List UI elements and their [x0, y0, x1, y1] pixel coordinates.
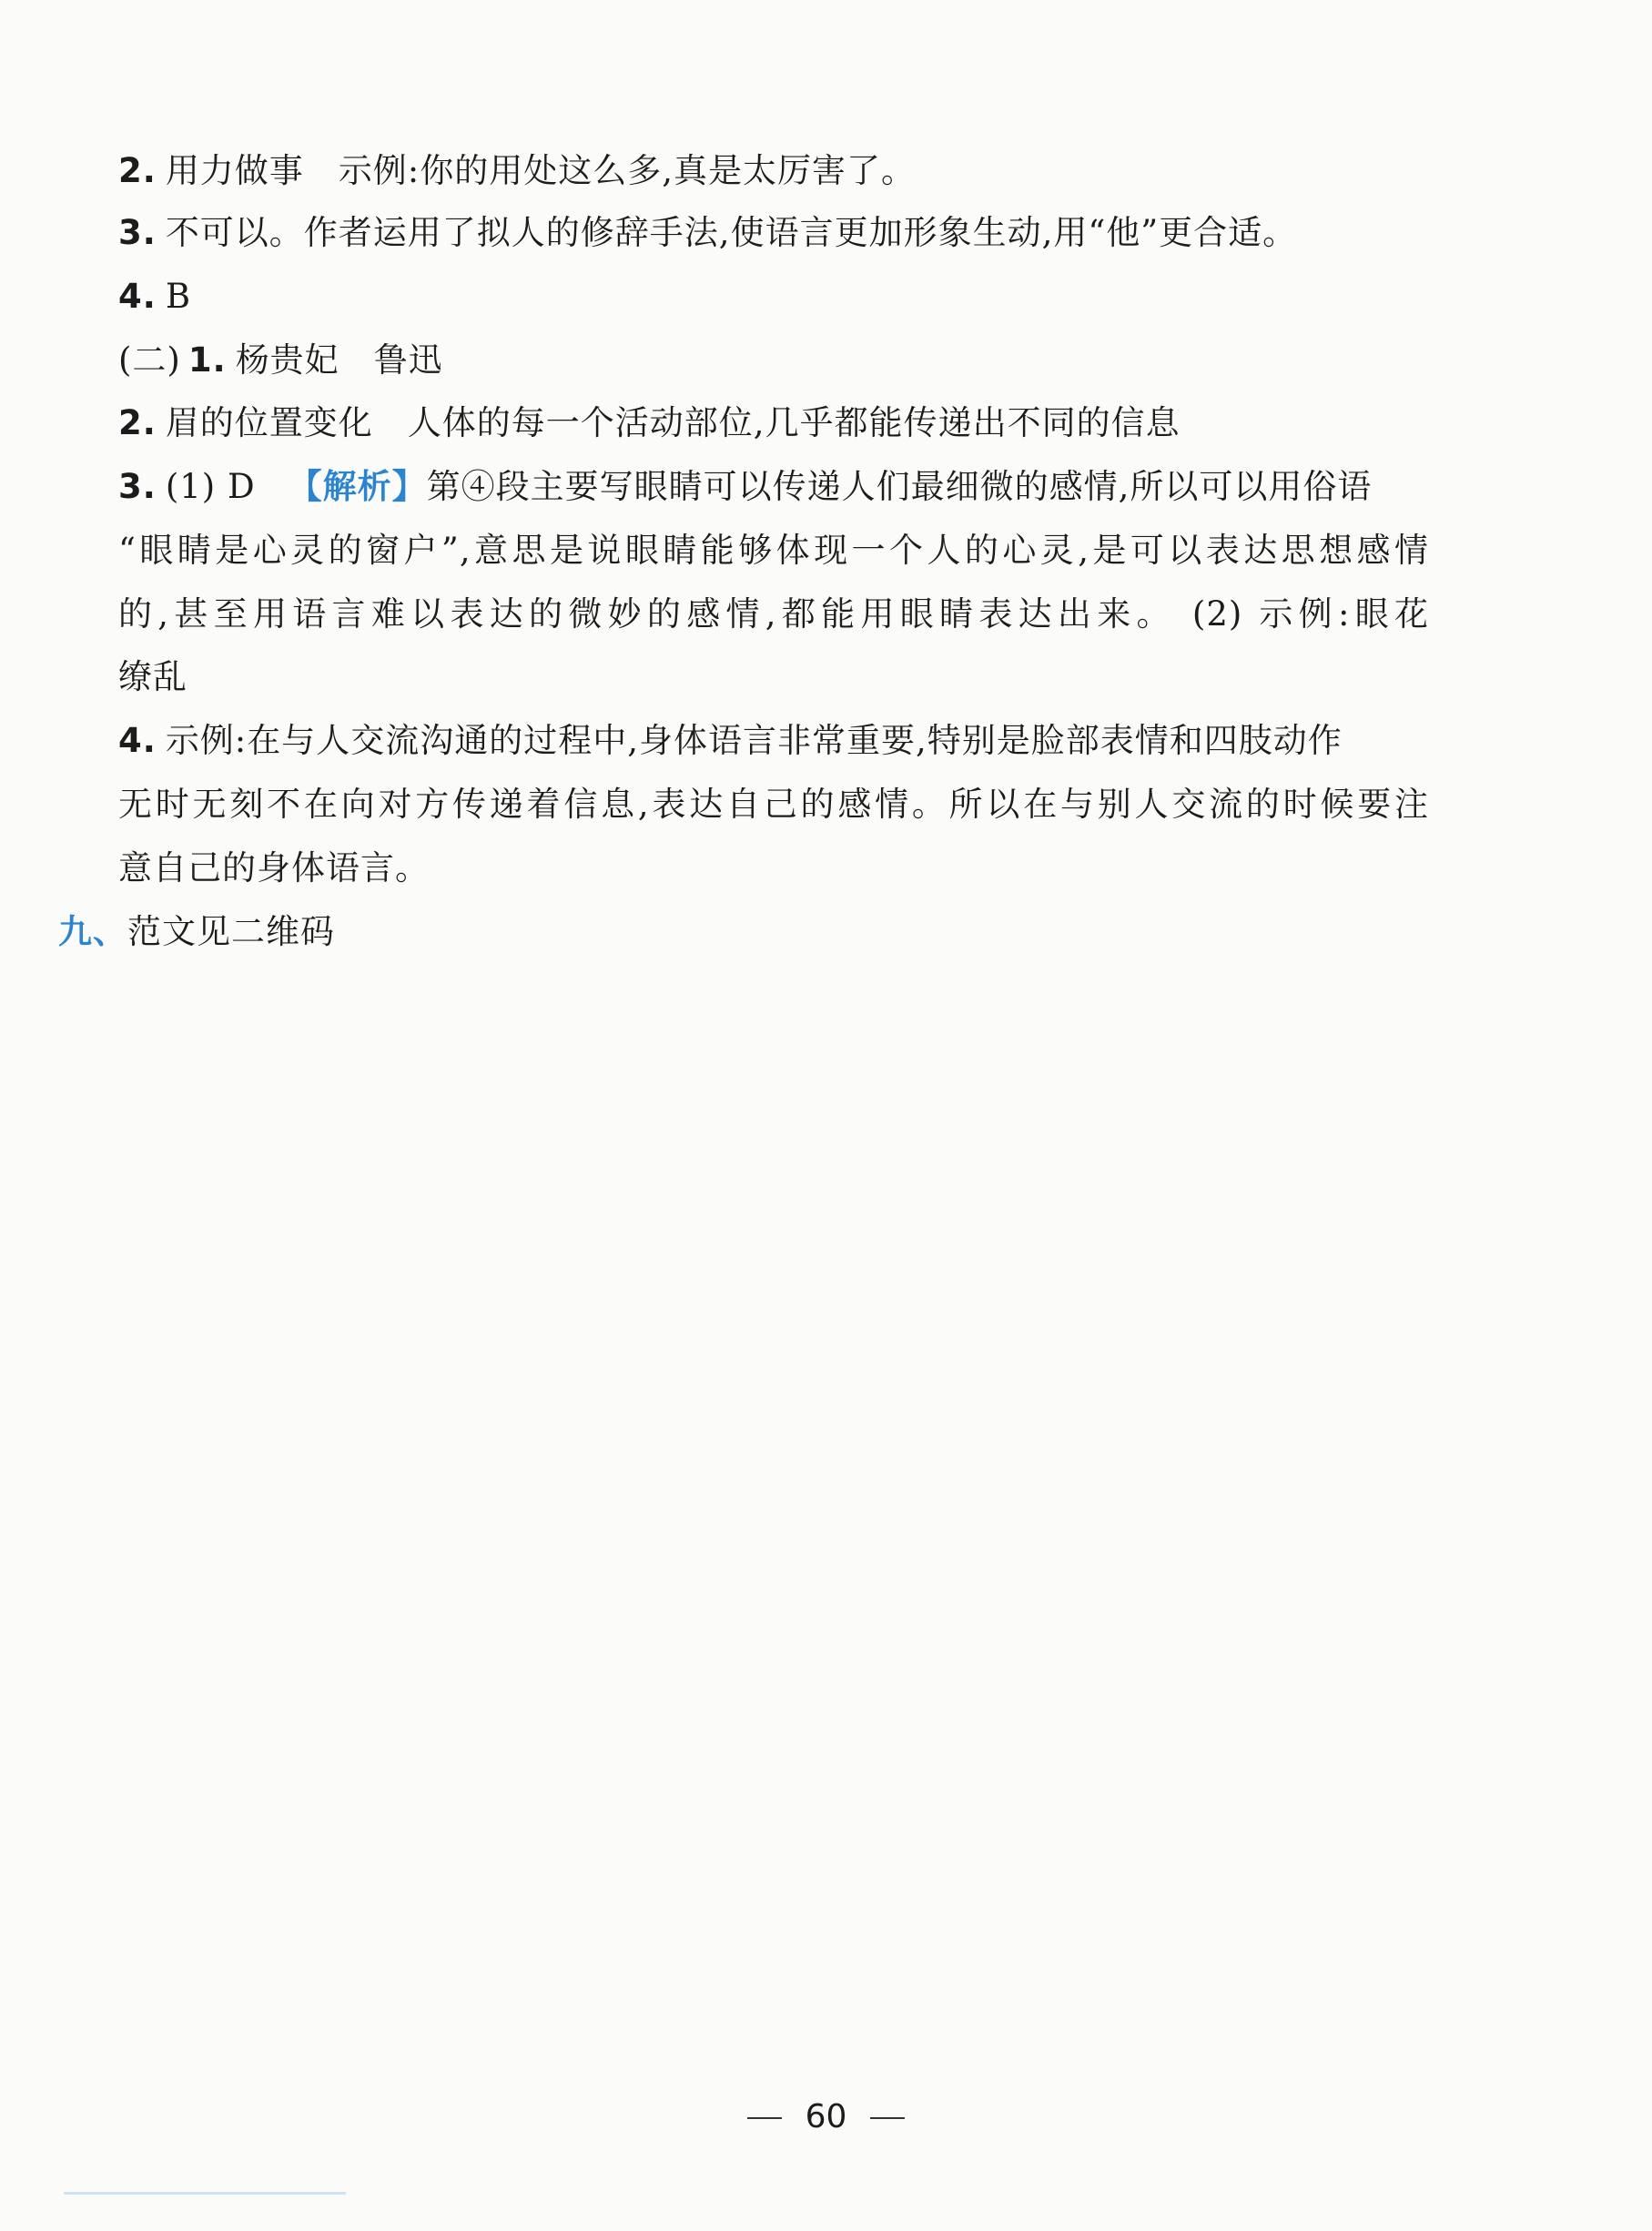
- question-number: 3.: [118, 467, 157, 506]
- answer-text: 用力做事: [165, 151, 304, 190]
- page-footer: [0, 2098, 1652, 2135]
- answer-text: 示例:在与人交流沟通的过程中,身体语言非常重要,特别是脸部表情和四肢动作: [165, 721, 1343, 760]
- answer-text: 示例:你的用处这么多,真是太厉害了。: [338, 151, 917, 190]
- answer-line-part2-4-cont: 无时无刻不在向对方传递着信息,表达自己的感情。所以在与别人交流的时候要注: [118, 785, 1429, 824]
- page-number: 60: [805, 2098, 847, 2135]
- answer-text: 鲁迅: [373, 340, 443, 380]
- question-number: 2.: [118, 403, 157, 442]
- answer-text: 人体的每一个活动部位,几乎都能传递出不同的信息: [407, 403, 1181, 442]
- section-9-line: [58, 912, 335, 952]
- answer-line-part2-3: [118, 467, 1372, 507]
- section-number: 九、: [58, 912, 127, 951]
- part-label: (二): [118, 340, 181, 380]
- section-text: 范文见二维码: [127, 912, 335, 951]
- answer-line-part2-2: [118, 403, 1181, 443]
- answer-text: B: [165, 277, 192, 316]
- answer-line-part2-4: [118, 721, 1343, 761]
- analysis-tag: 【解析】: [288, 467, 427, 506]
- answer-line-part2-4-end: 意自己的身体语言。: [118, 848, 430, 887]
- answer-line-part2-1: [118, 340, 443, 380]
- analysis-line-2: “眼睛是心灵的窗户”,意思是说眼睛能够体现一个人的心灵,是可以表达思想感情: [118, 531, 1429, 570]
- answer-line-2: [118, 151, 916, 191]
- answer-text: (1) D: [165, 467, 256, 506]
- answer-line-3: [118, 213, 1297, 253]
- question-number: 1.: [187, 340, 227, 380]
- answer-text: 不可以。作者运用了拟人的修辞手法,使语言更加形象生动,用“他”更合适。: [165, 213, 1298, 252]
- answer-text: 杨贵妃: [235, 340, 340, 380]
- question-number: 4.: [118, 721, 157, 760]
- footer-dash-left: [747, 2117, 782, 2119]
- question-number: 2.: [118, 151, 157, 190]
- question-number: 3.: [118, 213, 157, 252]
- footer-dash-right: [870, 2117, 905, 2119]
- bottom-decorative-rule: [64, 2192, 346, 2195]
- answer-text: 眉的位置变化: [165, 403, 373, 442]
- analysis-line-4: 缭乱: [118, 657, 187, 696]
- answer-line-4: [118, 277, 191, 317]
- analysis-line-3: 的,甚至用语言难以表达的微妙的感情,都能用眼睛表达出来。 (2) 示例:眼花: [118, 594, 1429, 634]
- question-number: 4.: [118, 277, 157, 316]
- analysis-text: 第④段主要写眼睛可以传递人们最细微的感情,所以可以用俗语: [426, 467, 1373, 506]
